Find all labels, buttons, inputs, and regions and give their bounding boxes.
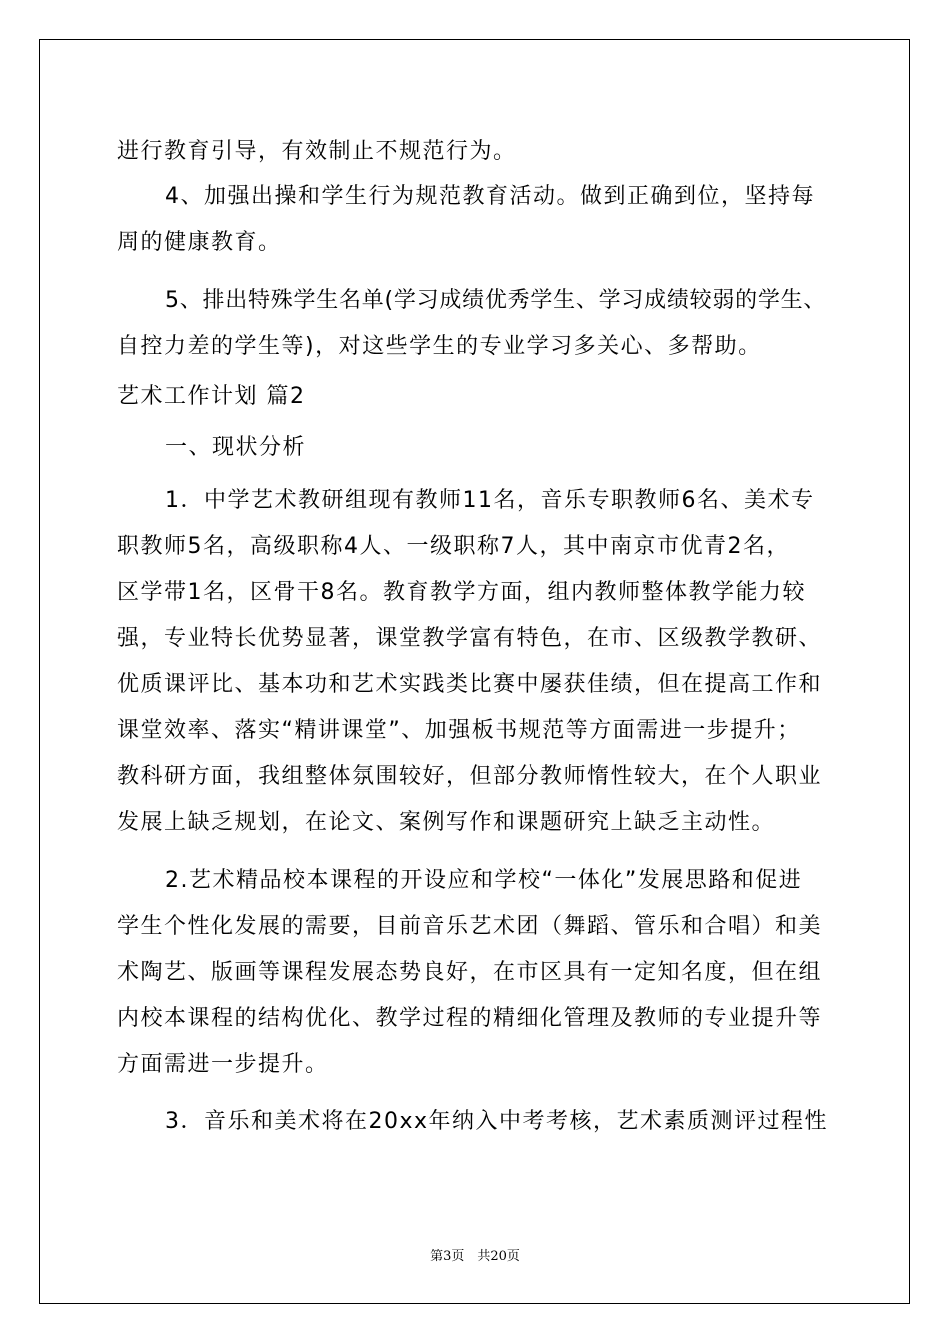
text-line: 职教师5名，高级职称4人、一级职称7人，其中南京市优青2名，: [117, 534, 790, 559]
text-line: 1．中学艺术教研组现有教师11名，音乐专职教师6名、美术专: [165, 488, 815, 513]
page-number-footer: 第3页 共20页: [430, 1249, 520, 1264]
text-line: 3．音乐和美术将在20xx年纳入中考考核，艺术素质测评过程性: [165, 1109, 829, 1134]
text-line: 术陶艺、版画等课程发展态势良好，在市区具有一定知名度，但在组: [117, 960, 823, 985]
text-line: 2.艺术精品校本课程的开设应和学校“一体化”发展思路和促进: [165, 868, 803, 893]
text-line: 内校本课程的结构优化、教学过程的精细化管理及教师的专业提升等: [117, 1006, 823, 1031]
text-line: 进行教育引导，有效制止不规范行为。: [117, 139, 517, 164]
text-line: 发展上缺乏规划，在论文、案例写作和课题研究上缺乏主动性。: [117, 810, 776, 835]
text-line: 4、加强出操和学生行为规范教育活动。做到正确到位，坚持每: [165, 184, 815, 209]
text-line: 周的健康教育。: [117, 230, 282, 255]
text-line: 5、排出特殊学生名单(学习成绩优秀学生、学习成绩较弱的学生、: [165, 288, 827, 313]
text-line: 学生个性化发展的需要，目前音乐艺术团（舞蹈、管乐和合唱）和美: [117, 914, 823, 939]
section-heading: 艺术工作计划 篇2: [117, 384, 306, 409]
text-line: 自控力差的学生等)，对这些学生的专业学习多关心、多帮助。: [117, 334, 762, 359]
subsection-heading: 一、现状分析: [165, 435, 307, 460]
text-line: 课堂效率、落实“精讲课堂”、加强板书规范等方面需进一步提升；: [117, 718, 801, 743]
text-line: 优质课评比、基本功和艺术实践类比赛中屡获佳绩，但在提高工作和: [117, 672, 823, 697]
text-line: 教科研方面，我组整体氛围较好，但部分教师惰性较大，在个人职业: [117, 764, 823, 789]
text-line: 区学带1名，区骨干8名。教育教学方面，组内教师整体教学能力较: [117, 580, 806, 605]
text-line: 方面需进一步提升。: [117, 1052, 329, 1077]
text-line: 强，专业特长优势显著，课堂教学富有特色，在市、区级教学教研、: [117, 626, 823, 651]
